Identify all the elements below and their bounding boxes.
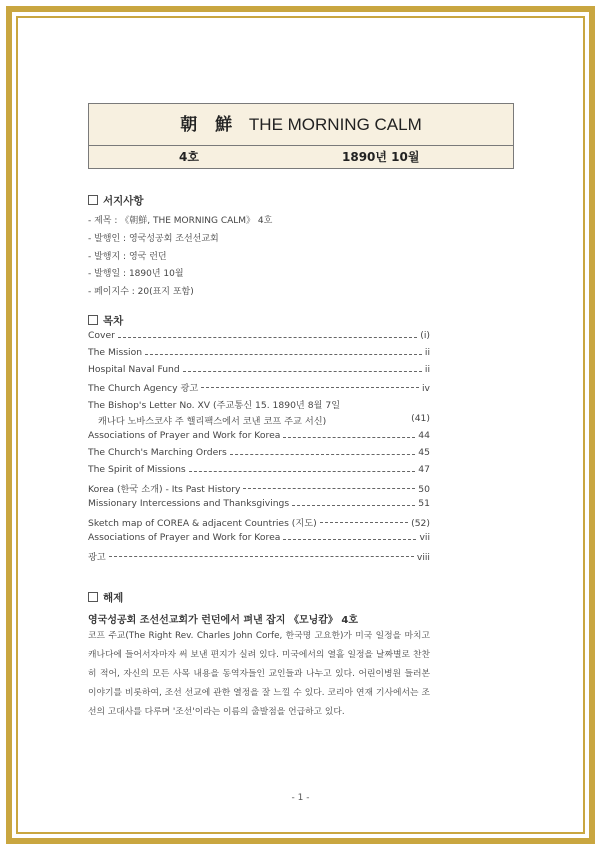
title-row bbox=[89, 104, 513, 146]
toc-entry: Cover (i) bbox=[88, 330, 430, 341]
toc-entry: Sketch map of COREA & adjacent Countries (지도) (52) bbox=[88, 518, 430, 529]
page-number: - 1 - bbox=[291, 793, 310, 803]
toc-entry: The Spirit of Missions 47 bbox=[88, 464, 430, 475]
toc-entry: Missionary Intercessions and Thanksgivings 51 bbox=[88, 498, 430, 509]
toc-entry: The Bishop's Letter No. XV (주교통신 15. 1890년 8월 7일 bbox=[88, 400, 341, 411]
issue-date: 1890년 10월 bbox=[342, 150, 420, 164]
title-english: THE MORNING CALM bbox=[248, 115, 422, 134]
commentary-title: 영국성공회 조선선교회가 런던에서 펴낸 잡지 《모닝캄》 4호 bbox=[88, 615, 359, 626]
title-hanja: 朝 鮮 bbox=[180, 115, 239, 135]
checkbox-square-icon bbox=[88, 592, 98, 602]
toc-entry: The Church Agency 광고 iv bbox=[88, 383, 430, 394]
bibliography-line: - 발행지 : 영국 런던 bbox=[88, 252, 167, 262]
toc-entry: The Church's Marching Orders 45 bbox=[88, 447, 430, 458]
bibliography-heading: 서지사항 bbox=[88, 193, 144, 208]
toc-entry-continued: 캐나다 노바스코샤 주 핼리팩스에서 코낸 코프 주교 서신) (41) bbox=[98, 413, 430, 427]
issue-number: 4호 bbox=[179, 150, 199, 164]
toc-entry: Associations of Prayer and Work for Korea vii bbox=[88, 532, 430, 543]
toc-heading: 목차 bbox=[88, 313, 123, 328]
title-box bbox=[88, 103, 514, 169]
commentary-heading: 해제 bbox=[88, 590, 123, 605]
commentary-body: 코프 주교(The Right Rev. Charles John Corfe, 한국명 고요한)가 미국 일정을 마치고 캐나다에 들어서자마자 써 보낸 편지가 실려 있다. 미국에서의 열흘 일정을 날짜별로 찬찬히 적어, 자신의 모든 사목 내용을 동역자들인 교인들과 나누고 있다. 어린이병원 들러본 이야기를 비롯하여, 조선 선교에 관한 열정을 잘 느낄 수 있다. 코리아 연재 기사에서는 조선의 고대사를 다루며 '조선'이라는 이름의 출발점을 언급하고 있다. bbox=[88, 631, 430, 717]
bibliography-line: - 발행인 : 영국성공회 조선선교회 bbox=[88, 234, 219, 244]
bibliography-line: - 페이지수 : 20(표지 포함) bbox=[88, 287, 194, 297]
issue-row bbox=[89, 146, 513, 169]
toc-entry: Associations of Prayer and Work for Korea 44 bbox=[88, 430, 430, 441]
bibliography-line: - 발행일 : 1890년 10월 bbox=[88, 269, 184, 279]
toc-entry: Hospital Naval Fund ii bbox=[88, 364, 430, 375]
bibliography-line: - 제목 : 《朝鮮, THE MORNING CALM》 4호 bbox=[88, 216, 273, 226]
checkbox-square-icon bbox=[88, 315, 98, 325]
toc-entry: The Mission ii bbox=[88, 347, 430, 358]
checkbox-square-icon bbox=[88, 195, 98, 205]
toc-entry: 광고 viii bbox=[88, 552, 430, 563]
toc-entry: Korea (한국 소개) - Its Past History 50 bbox=[88, 484, 430, 495]
